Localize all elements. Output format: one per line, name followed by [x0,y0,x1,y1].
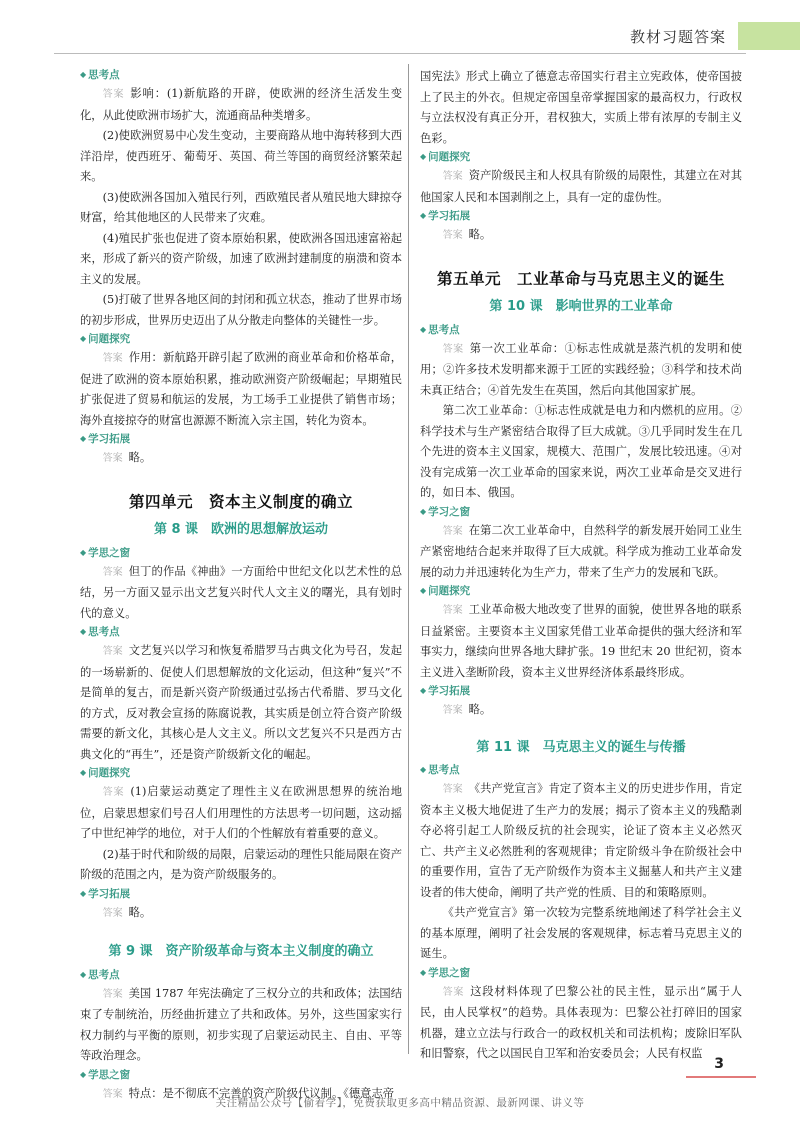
section-tag: ◆ 思考点 [420,322,742,339]
section-tag: ◆ 学习拓展 [80,886,402,903]
section-tag: ◆ 学习拓展 [80,431,402,448]
left-column [80,67,402,1105]
answer-label: 答案 [442,171,463,182]
answer-label: 答案 [442,525,463,537]
lesson-heading: 第 8 课 欧洲的思想解放运动 [153,522,329,537]
answer-label: 答案 [102,89,125,100]
paragraph: 答案 资产阶级民主和人权具有阶级的局限性，其建立在对其他国家人民和本国剥削之上，具有一定的虚伪性。 [420,169,742,204]
unit-heading: 第五单元 工业革命与马克思主义的诞生 [436,269,725,288]
paragraph: (3)使欧洲各国加入殖民行列，西欧殖民者从殖民地大肆掠夺财富，给其他地区的人民带来了灾难。 [80,190,402,224]
page-number-rule [686,1076,756,1078]
lesson-heading: 第 9 课 资产阶级革命与资本主义制度的确立 [108,944,374,959]
paragraph: 答案 这段材料体现了巴黎公社的民主性，显示出“属于人民，由人民掌权”的趋势。具体表现为：巴黎公社打碎旧的国家机器，建立立法与行政合一的政权机关和司法机构；废除旧军队和旧警察，代之以国民自卫军和治安委员会；人民有权监 [420,984,742,1060]
paragraph: 答案 文艺复兴以学习和恢复希腊罗马古典文化为号召，发起的一场崭新的、促使人们思想解放的文化运动，但这种“复兴”不是简单的复古，而是新兴资产阶级通过弘扬古代希腊、罗马文化的方式，反对教会宣扬的陈腐说教，其实质是创立符合资产阶级需要的新文化，其核心是人文主义。所以文艺复兴不只是西方古典文化的“再生”，还是资产阶级新文化的崛起。 [80,644,402,761]
page-header [630,22,800,50]
section-tag: ◆ 学思之窗 [80,1067,402,1084]
paragraph: 答案 工业革命极大地改变了世界的面貌，使世界各地的联系日益紧密。主要资本主义国家凭借工业革命提供的强大经济和军事实力，继续向世界各地大肆扩张。19 世纪末 20 世纪初，资本主义进入垄断阶段，资本主义世界经济体系最终形成。 [420,603,742,679]
paragraph: 答案 在第二次工业革命中，自然科学的新发展开始同工业生产紧密地结合起来并取得了巨大成就。科学成为推动工业革命发展的动力并迅速转化为生产力，带来了生产力的发展和飞跃。 [420,523,742,579]
answer-label: 答案 [442,784,463,795]
answer-label: 答案 [442,343,464,355]
section-tag: ◆ 学习拓展 [420,208,742,225]
paragraph: 答案 影响：(1)新航路的开辟，使欧洲的经济生活发生变化，从此使欧洲市场扩大，流通商品种类增多。 [80,87,403,122]
section-tag: ◆ 思考点 [80,967,402,984]
answer-label: 答案 [442,605,463,616]
section-tag: ◆ 问题探究 [80,331,402,348]
answer-label: 答案 [102,566,123,578]
answer-label: 答案 [442,230,463,241]
right-column [420,67,742,1065]
section-tag: ◆ 思考点 [420,762,742,779]
paragraph: (4)殖民扩张也促进了资本原始积累，使欧洲各国迅速富裕起来，形成了新兴的资产阶级，加速了欧洲封建制度的崩溃和资本主义的发展。 [80,231,402,286]
paragraph: 答案 作用：新航路开辟引起了欧洲的商业革命和价格革命，促进了欧洲的资本原始积累，推动欧洲资产阶级崛起；早期殖民扩张促进了贸易和航运的发展，为工场手工业提供了销售市场；海外直接掠夺的财富也源源不断流入宗主国，转化为资本。 [80,351,402,427]
paragraph: (2)基于时代和阶级的局限，启蒙运动的理性只能局限在资产阶级的范围之内，是为资产阶级服务的。 [80,847,402,881]
section-tag: ◆ 思考点 [80,624,402,641]
answer-label: 答案 [102,787,125,798]
header-rule [54,53,746,54]
section-tag: ◆ 问题探究 [80,765,402,782]
paragraph: 答案 美国 1787 年宪法确定了三权分立的共和政体；法国结束了专制统治，历经曲折建立了共和政体。另外，这些国家实行权力制约与平衡的原则，初步实现了启蒙运动民主、自由、平等等政治理念。 [80,986,403,1062]
paragraph: 《共产党宣言》第一次较为完整系统地阐述了科学社会主义的基本原理，阐明了社会发展的客观规律，标志着马克思主义的诞生。 [420,906,742,960]
unit-heading: 第四单元 资本主义制度的确立 [128,492,353,511]
paragraph: 答案 略。 [102,905,152,919]
section-tag: ◆ 学习之窗 [420,504,742,521]
section-tag: ◆ 问题探究 [420,149,742,166]
section-tag: ◆ 学习拓展 [420,683,742,700]
section-tag: ◆ 问题探究 [420,583,742,600]
paragraph: 答案 但丁的作品《神曲》一方面给中世纪文化以艺术性的总结，另一方面又显示出文艺复兴时代人文主义的曙光，具有划时代的意义。 [80,564,402,620]
paragraph: 第二次工业革命：①标志性成就是电力和内燃机的应用。②科学技术与生产紧密结合取得了巨大成就。③几乎同时发生在几个先进的资本主义国家，规模大、范围广，发展比较迅速。④对没有完成第一次工业革命的国家来说，两次工业革命是交叉进行的，如日本、俄国。 [420,404,742,499]
paragraph: 答案 略。 [442,228,492,241]
lesson-heading: 第 10 课 影响世界的工业革命 [489,299,673,314]
answer-label: 答案 [102,646,123,657]
paragraph: 答案 略。 [102,451,152,464]
paragraph: (2)使欧洲贸易中心发生变动，主要商路从地中海转移到大西洋沿岸，使西班牙、葡萄牙、英国、荷兰等国的商贸经济繁荣起来。 [80,129,402,183]
footer-note: 关注精品公众号【偷着学】，免费获取更多高中精品资源、最新网课、讲义等 [215,1097,585,1109]
answer-label: 答案 [102,453,123,464]
answer-label: 答案 [102,907,123,919]
section-tag: ◆ 学思之窗 [80,545,402,562]
section-tag: ◆ 思考点 [80,67,402,84]
answer-label: 答案 [442,986,465,998]
paragraph: (5)打破了世界各地区间的封闭和孤立状态，推动了世界市场的初步形成，世界历史迈出了从分散走向整体的关键性一步。 [80,293,402,327]
section-tag: ◆ 学思之窗 [420,965,742,982]
answer-label: 答案 [102,353,123,364]
column-divider [408,64,409,1054]
paragraph: 答案 特点：是不彻底不完善的资产阶级代议制。《德意志帝 [102,1086,395,1100]
answer-label: 答案 [102,1088,123,1100]
paragraph: 答案 略。 [442,703,492,716]
answer-label: 答案 [102,988,123,1000]
lesson-heading: 第 11 课 马克思主义的诞生与传播 [476,739,686,755]
paragraph: 答案 (1)启蒙运动奠定了理性主义在欧洲思想界的统治地位，启蒙思想家们号召人们用理性的方法思考一切问题，这动摇了中世纪神学的地位，对于人们的个性解放有着重要的意义。 [80,785,403,840]
paragraph: 答案 《共产党宣言》肯定了资本主义的历史进步作用，肯定资本主义极大地促进了生产力的发展；揭示了资本主义的残酷剥夺必将引起工人阶级反抗的社会现实，论证了资本主义必然灭亡、共产主义必然胜利的客观规律；肯定阶级斗争在阶级社会中的重要作用，宣告了无产阶级作为资本主义掘墓人和共产主义建设者的伟大使命，阐明了共产党的性质、目的和策略原则。 [420,782,742,899]
paragraph: 国宪法》形式上确立了德意志帝国实行君主立宪政体，使帝国披上了民主的外衣。但规定帝国皇帝掌握国家的最高权力，行政权与立法权没有真正分开，君权独大，实质上带有浓厚的专制主义色彩。 [420,70,742,145]
paragraph: 答案 第一次工业革命：①标志性成就是蒸汽机的发明和使用；②许多技术发明都来源于工匠的实践经验；③科学和技术尚未真正结合；④首先发生在英国，然后向其他国家扩展。 [420,341,742,397]
header-title: 教材习题答案 [629,27,726,46]
page-number: 3 [714,1056,724,1072]
header-accent-bar [738,22,800,50]
answer-label: 答案 [442,705,463,716]
